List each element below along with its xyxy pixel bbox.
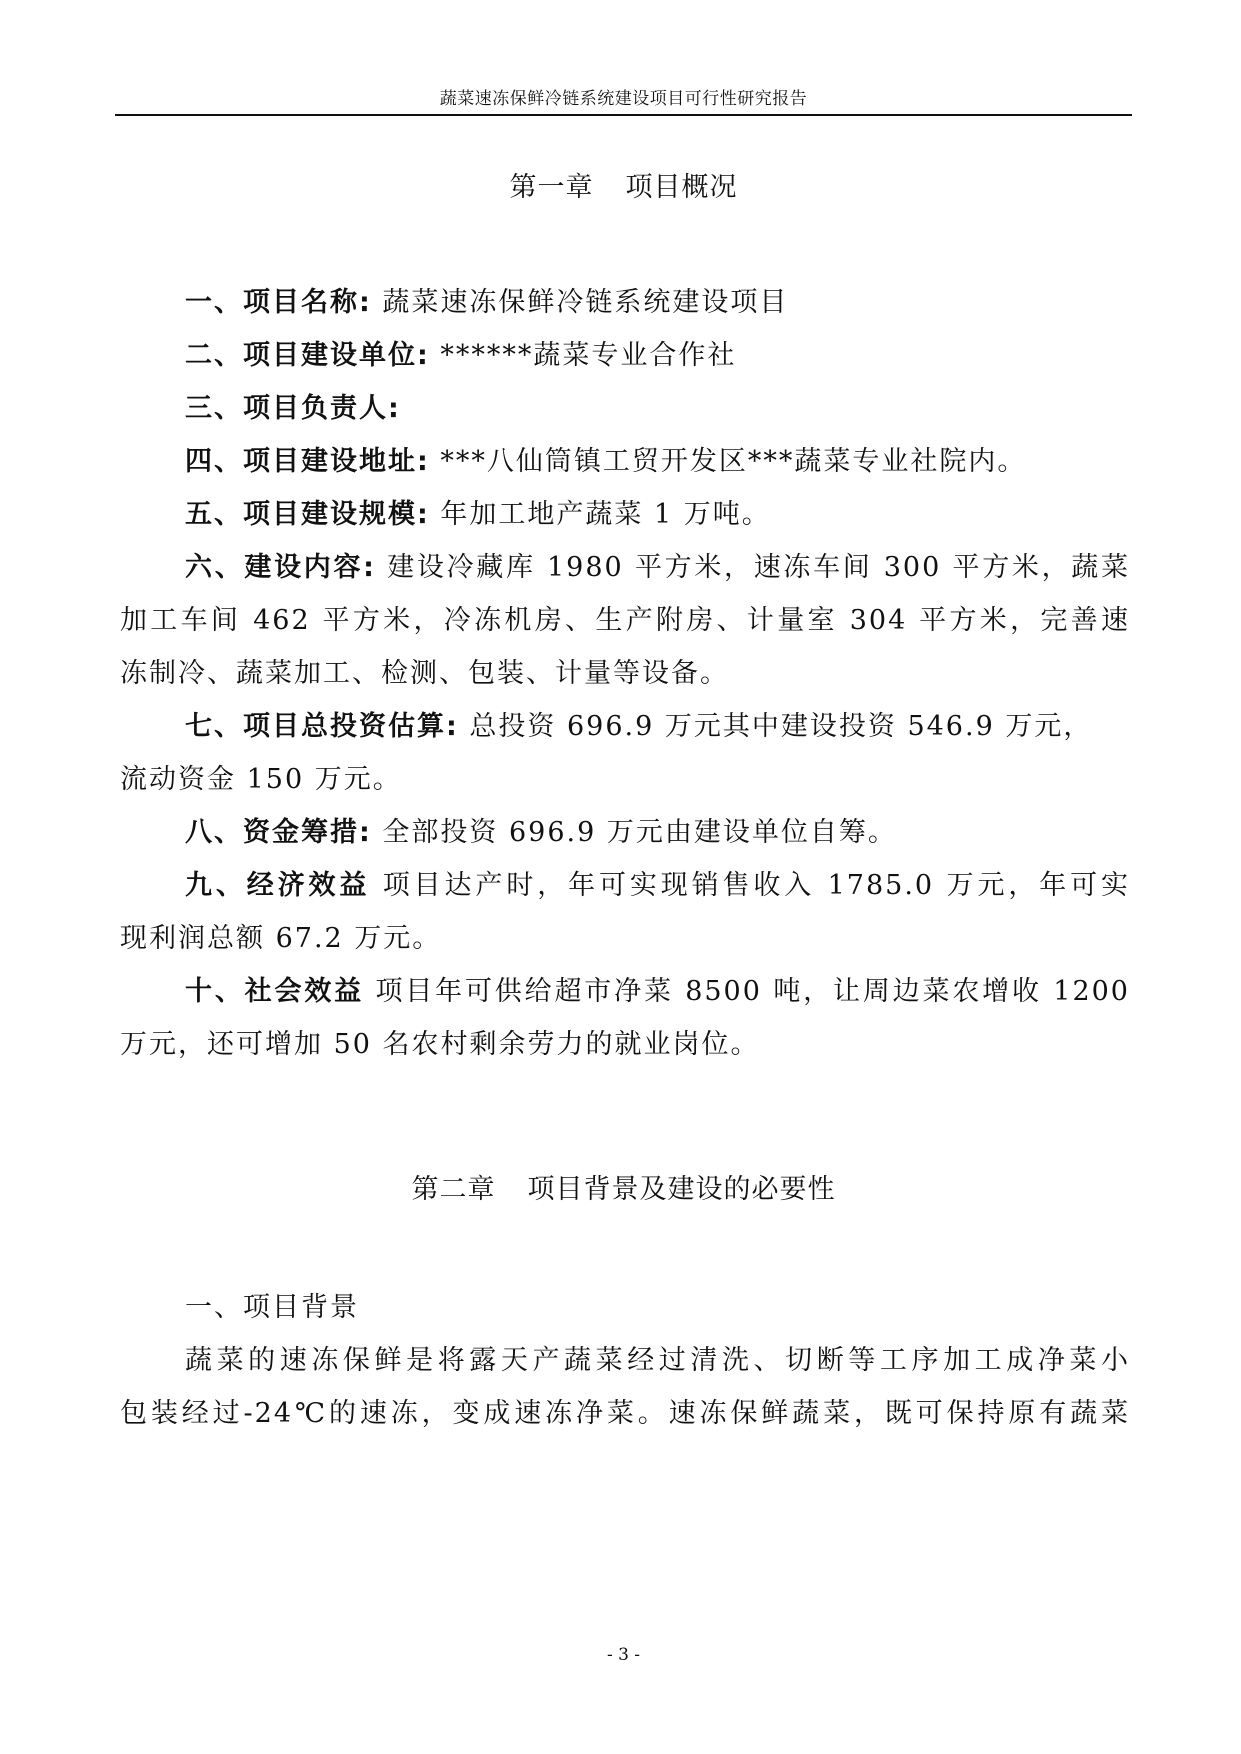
chapter-1-number: 第一章	[509, 172, 594, 203]
item-total-investment	[185, 707, 1130, 747]
item-continuation: 万元，还可增加 50 名农村剩余劳力的就业岗位。	[120, 1029, 760, 1060]
item-label: 二、项目建设单位:	[185, 340, 430, 371]
item-continuation: 现利润总额 67.2 万元。	[120, 923, 442, 954]
item-continuation: 流动资金 150 万元。	[120, 764, 402, 795]
item-value: 建设冷藏库 1980 平方米，速冻车间 300 平方米，蔬菜	[387, 552, 1130, 583]
section-heading: 一、项目背景	[185, 1292, 359, 1323]
header-rule	[115, 114, 1132, 116]
page-number: - 3 -	[606, 1645, 641, 1665]
chapter-1-title	[115, 170, 1132, 206]
item-value: ******蔬菜专业合作社	[440, 340, 737, 371]
chapter-2-name: 项目背景及建设的必要性	[527, 1174, 836, 1205]
item-value: 全部投资 696.9 万元由建设单位自筹。	[382, 817, 897, 848]
item-label: 十、社会效益	[185, 976, 365, 1007]
item-construction-content	[185, 548, 1130, 588]
item-label: 六、建设内容:	[185, 552, 376, 583]
chapter-2-title	[115, 1172, 1132, 1208]
item-value: ***八仙筒镇工贸开发区***蔬菜专业社院内。	[440, 446, 1027, 477]
chapter-1-name: 项目概况	[625, 172, 738, 203]
item-label: 三、项目负责人:	[185, 393, 401, 424]
item-fund-raising	[185, 813, 1130, 853]
chapter-2-number: 第二章	[411, 1174, 496, 1205]
item-value: 蔬菜速冻保鲜冷链系统建设项目	[382, 287, 789, 318]
item-label: 七、项目总投资估算:	[185, 711, 459, 742]
item-label: 四、项目建设地址:	[185, 446, 430, 477]
item-value: 项目达产时，年可实现销售收入 1785.0 万元，年可实	[382, 870, 1130, 901]
item-social-benefit	[185, 972, 1130, 1012]
item-construction-address	[185, 442, 1130, 482]
running-header: 蔬菜速冻保鲜冷链系统建设项目可行性研究报告	[439, 89, 808, 109]
item-label: 八、资金筹措:	[185, 817, 372, 848]
item-continuation: 冻制冷、蔬菜加工、检测、包装、计量等设备。	[120, 658, 729, 689]
item-value: 项目年可供给超市净菜 8500 吨，让周边菜农增收 1200	[375, 976, 1130, 1007]
item-construction-unit	[185, 336, 1130, 376]
item-label: 九、经济效益	[185, 870, 371, 901]
item-project-leader	[185, 389, 1130, 429]
body-paragraph-line: 蔬菜的速冻保鲜是将露天产蔬菜经过清洗、切断等工序加工成净菜小	[185, 1345, 1130, 1376]
item-value: 总投资 696.9 万元其中建设投资 546.9 万元，	[469, 711, 1093, 742]
item-value: 年加工地产蔬菜 1 万吨。	[440, 499, 771, 530]
item-economic-benefit	[185, 866, 1130, 906]
item-label: 五、项目建设规模:	[185, 499, 430, 530]
item-label: 一、项目名称:	[185, 287, 372, 318]
item-construction-scale	[185, 495, 1130, 535]
item-continuation: 加工车间 462 平方米，冷冻机房、生产附房、计量室 304 平方米，完善速	[120, 605, 1130, 636]
item-project-name	[185, 283, 1130, 323]
body-paragraph-line: 包装经过-24℃的速冻，变成速冻净菜。速冻保鲜蔬菜，既可保持原有蔬菜	[120, 1398, 1130, 1429]
